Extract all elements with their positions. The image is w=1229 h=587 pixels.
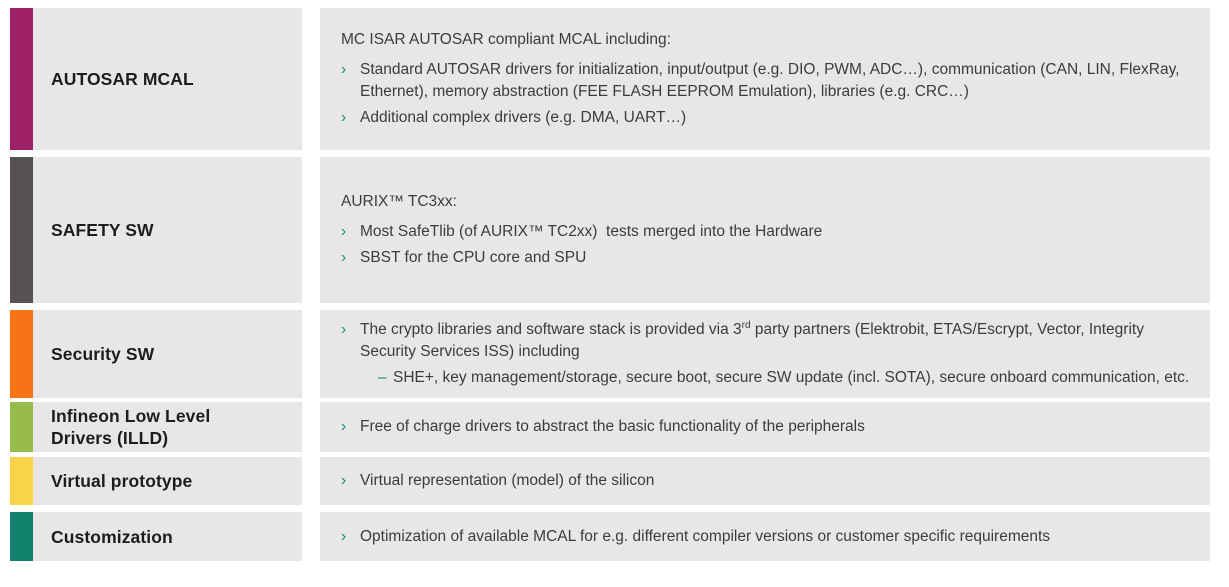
chevron-bullet-icon: › xyxy=(341,109,347,126)
autosar-mcal-label-box xyxy=(33,8,302,150)
table-row-customization xyxy=(10,512,1210,561)
autosar-mcal-label: AUTOSAR MCAL xyxy=(51,69,194,89)
customization-bullet xyxy=(341,526,1192,548)
virtual-prototype-content-box xyxy=(320,457,1210,505)
illd-accent-bar xyxy=(10,402,33,452)
autosar-mcal-bullet xyxy=(341,59,1192,103)
chevron-bullet-icon: › xyxy=(341,418,347,435)
security-sw-content-box xyxy=(320,310,1210,398)
chevron-bullet-icon: › xyxy=(341,527,347,545)
virtual-prototype-bullet xyxy=(341,470,1192,492)
illd-label: Infineon Low Level Drivers (ILLD) xyxy=(51,406,211,448)
chevron-bullet-icon: › xyxy=(341,61,347,78)
customization-content-box xyxy=(320,512,1210,561)
security-sw-bullet-text: The crypto libraries and software stack is provided via 3rd party partners (Elektrobit, ETAS/Escrypt, Vector, Integrity Security Services ISS) including xyxy=(360,319,1149,360)
security-sw-label: Security SW xyxy=(51,344,155,364)
customization-label-box xyxy=(33,512,302,561)
safety-sw-bullet xyxy=(341,247,1192,269)
chevron-bullet-icon: › xyxy=(341,249,347,266)
customization-label: Customization xyxy=(51,526,173,547)
table-row-autosar-mcal xyxy=(10,8,1210,150)
illd-content-box xyxy=(320,402,1210,452)
virtual-prototype-label-box xyxy=(33,457,302,505)
table-row-virtual-prototype xyxy=(10,457,1210,505)
safety-sw-label: SAFETY SW xyxy=(51,220,154,240)
safety-sw-intro-text: AURIX™ TC3xx: xyxy=(341,193,457,210)
autosar-mcal-content-box xyxy=(320,8,1210,150)
safety-sw-content-box xyxy=(320,157,1210,303)
table-row-safety-sw xyxy=(10,157,1210,303)
autosar-mcal-bullet-text: Additional complex drivers (e.g. DMA, UART…) xyxy=(360,109,687,126)
virtual-prototype-accent-bar xyxy=(10,457,33,505)
illd-label-box xyxy=(33,402,302,452)
security-sw-label-box xyxy=(33,310,302,398)
customization-accent-bar xyxy=(10,512,33,561)
illd-bullet xyxy=(341,416,1192,438)
security-sw-accent-bar xyxy=(10,310,33,398)
chevron-bullet-icon: › xyxy=(341,321,347,338)
security-sw-bullet xyxy=(341,319,1192,363)
illd-bullet-text: Free of charge drivers to abstract the basic functionality of the peripherals xyxy=(360,418,865,435)
autosar-mcal-accent-bar xyxy=(10,8,33,150)
autosar-mcal-bullet-text: Standard AUTOSAR drivers for initialization, input/output (e.g. DIO, PWM, ADC…), communication (CAN, LIN, FlexRay, Ethernet), memory abstraction (FEE FLASH EEPROM Emulation), libraries (e.g. CRC…) xyxy=(360,61,1184,100)
autosar-mcal-intro-text: MC ISAR AUTOSAR compliant MCAL including: xyxy=(341,31,671,48)
virtual-prototype-bullet-text: Virtual representation (model) of the silicon xyxy=(360,472,655,489)
chevron-bullet-icon: › xyxy=(341,223,347,240)
table-row-security-sw xyxy=(10,310,1210,398)
safety-sw-accent-bar xyxy=(10,157,33,303)
safety-sw-label-box xyxy=(33,157,302,303)
table-row-illd xyxy=(10,402,1210,452)
safety-sw-bullet xyxy=(341,221,1192,243)
security-sw-sub-bullet xyxy=(378,367,1192,389)
safety-sw-bullet-text: Most SafeTlib (of AURIX™ TC2xx) tests merged into the Hardware xyxy=(360,223,823,240)
dash-bullet-icon: – xyxy=(378,369,387,386)
security-sw-bullet-text: SHE+, key management/storage, secure boot, secure SW update (incl. SOTA), secure onboard communication, etc. xyxy=(393,369,1190,386)
autosar-mcal-bullet xyxy=(341,107,1192,129)
customization-bullet-text: Optimization of available MCAL for e.g. different compiler versions or customer specific requirements xyxy=(360,527,1051,545)
chevron-bullet-icon: › xyxy=(341,472,347,489)
safety-sw-bullet-text: SBST for the CPU core and SPU xyxy=(360,249,587,266)
virtual-prototype-label: Virtual prototype xyxy=(51,471,193,491)
